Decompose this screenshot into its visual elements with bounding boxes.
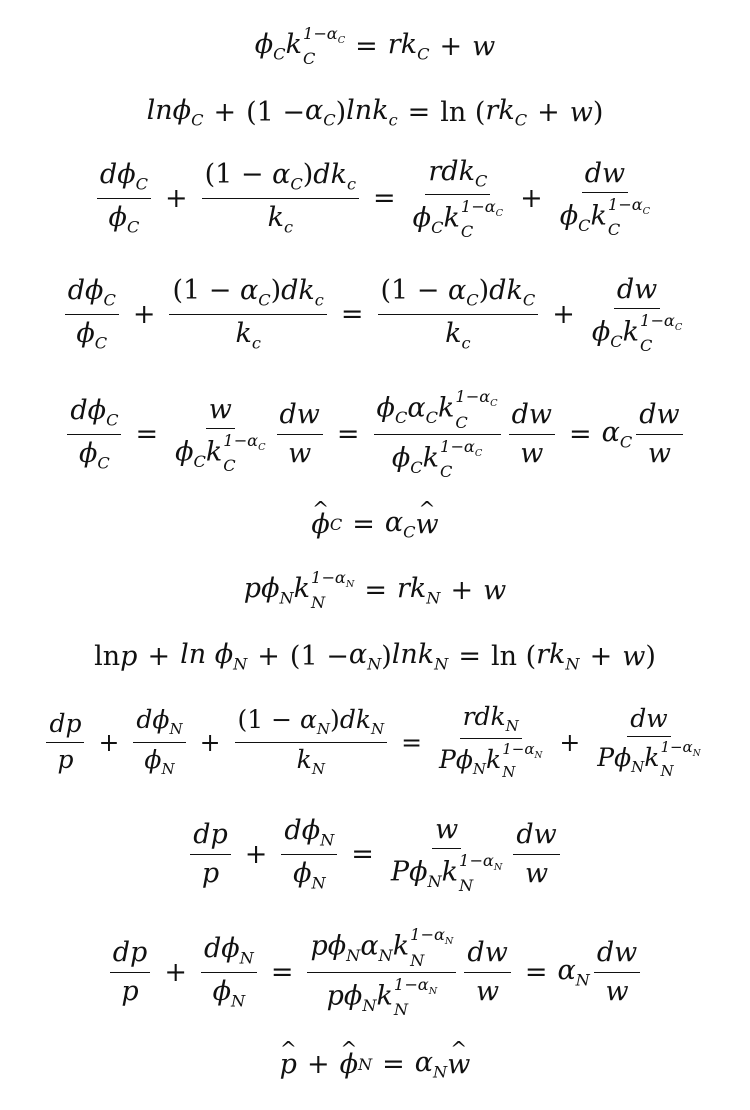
equation-3: $\frac{d\phi_C}{\phi_C}$ + $\frac{(1 - \alpha_C)dk_c}{k_c}$ = rdk$_C$ $\phi_Ck$ $1-\alpha_C$ C + dw $\phi_Ck$ $1-\alpha_C$ C (0, 152, 750, 244)
equation-10: $\frac{dp}{p}$ + $\frac{d\phi_N}{\phi_N}$ = w $P\phi_Nk$ $1-\alpha_N$ N $\frac{dw}{w}$ (0, 808, 750, 900)
equation-8: ln p + $\ln \phi_N$ + (1 − $\alpha_N$ ) lnk$_N$ = ln ( $rk_N$ + w ) (94, 638, 656, 674)
equation-5: $\frac{d\phi_C}{\phi_C}$ = w $\phi_Ck$ $1-\alpha_C$ C $\frac{dw}{w}$ = $\phi_C\alpha_Ck$ $1-\alpha_C$ C $\phi_Ck$ $1-\alpha_C$ C $\frac{dw}{w}$ = $\alpha_C$ $\frac{dw}{w}$ (0, 382, 750, 486)
equation-6: ^ ϕ C = $\alpha_C$ ^ w (0, 500, 750, 548)
equation-1: $\phi_Ck$ $1-\alpha_C$ C = $rk_C$ + w (254, 23, 496, 69)
equation-11: $\frac{dp}{p}$ + $\frac{d\phi_N}{\phi_N}$ = $p\phi_N\alpha_Nk$ $1-\alpha_N$ N $p\phi_Nk$ $1-\alpha_N$ N $\frac{dw}{w}$ = $\alpha_N$ $\frac{dw}{w}$ (0, 920, 750, 1024)
equation-2: lnϕ$_C$ + (1 − $\alpha_C$ ) lnk$_c$ = ln ( $rk_C$ + w ) (146, 94, 604, 130)
equation-4: $\frac{d\phi_C}{\phi_C}$ + $\frac{(1 - \alpha_C)dk_c}{k_c}$ = $\frac{(1 - \alpha_C)dk_C}{k_c}$ + dw $\phi_Ck$ $1-\alpha_C$ C (0, 268, 750, 360)
equation-7: $p\phi_Nk$ $1-\alpha_N$ N = $rk_N$ + w (243, 567, 507, 613)
equation-12: ^ p + ^ ϕ N = $\alpha_N$ ^ w (0, 1040, 750, 1088)
equation-9: $\frac{dp}{p}$ + $\frac{d\phi_N}{\phi_N}$ + $\frac{(1 - \alpha_N)dk_N}{k_N}$ = rdk$_N$ $P\phi_Nk$ $1-\alpha_N$ N + dw $P\phi_Nk$ $1-\alpha_N$ N (0, 696, 750, 788)
